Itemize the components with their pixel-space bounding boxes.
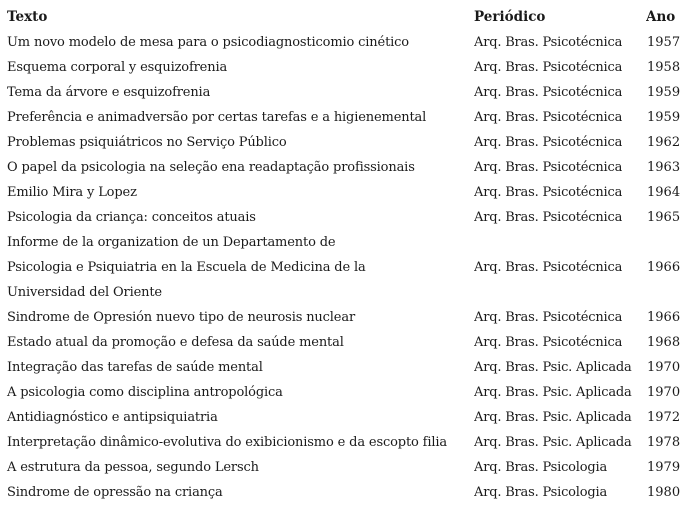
cell-periodico: Arq. Bras. Psic. Aplicada xyxy=(474,435,632,450)
cell-texto: Um novo modelo de mesa para o psicodiagnosticomio cinético xyxy=(7,35,409,50)
cell-ano: 1962 xyxy=(647,135,681,150)
table-row xyxy=(0,30,691,55)
cell-texto: Esquema corporal y esquizofrenia xyxy=(7,60,228,75)
table-row xyxy=(0,80,691,105)
table-row xyxy=(0,280,691,305)
table-row xyxy=(0,205,691,230)
cell-texto: Sindrome de opressão na criança xyxy=(7,485,223,500)
cell-ano: 1980 xyxy=(647,485,681,500)
cell-texto: Psicologia e Psiquiatria en la Escuela de Medicina de la xyxy=(7,260,366,275)
cell-periodico xyxy=(474,230,646,255)
cell-texto: Tema da árvore e esquizofrenia xyxy=(7,85,211,100)
table-row xyxy=(0,105,691,130)
header-periodico: Periódico xyxy=(474,9,546,25)
cell-ano: 1968 xyxy=(647,335,681,350)
cell-periodico: Arq. Bras. Psicotécnica xyxy=(474,85,623,100)
cell-periodico: Arq. Bras. Psicotécnica xyxy=(474,210,623,225)
table-row xyxy=(0,55,691,80)
cell-texto: A estrutura da pessoa, segundo Lersch xyxy=(7,460,259,475)
cell-ano: 1970 xyxy=(647,360,681,375)
cell-periodico: Arq. Bras. Psic. Aplicada xyxy=(474,360,632,375)
cell-periodico: Arq. Bras. Psicotécnica xyxy=(474,35,623,50)
cell-ano: 1970 xyxy=(647,385,681,400)
cell-texto: Interpretação dinâmico-evolutiva do exibicionismo e da escopto filia xyxy=(7,435,447,450)
table-row xyxy=(0,405,691,430)
cell-ano: 1963 xyxy=(647,160,681,175)
cell-periodico: Arq. Bras. Psic. Aplicada xyxy=(474,385,632,400)
cell-periodico: Arq. Bras. Psicotécnica xyxy=(474,135,623,150)
cell-periodico: Arq. Bras. Psicotécnica xyxy=(474,60,623,75)
publications-table xyxy=(0,5,691,505)
cell-texto: Universidad del Oriente xyxy=(7,285,162,300)
cell-ano: 1958 xyxy=(647,60,681,75)
cell-texto: Informe de la organization de un Departamento de xyxy=(7,235,336,250)
cell-texto: Estado atual da promoção e defesa da saúde mental xyxy=(7,335,344,350)
cell-texto: A psicologia como disciplina antropológica xyxy=(7,385,283,400)
cell-texto: Psicologia da criança: conceitos atuais xyxy=(7,210,256,225)
cell-periodico: Arq. Bras. Psic. Aplicada xyxy=(474,410,632,425)
table-row xyxy=(0,330,691,355)
cell-ano: 1979 xyxy=(647,460,681,475)
cell-periodico: Arq. Bras. Psicotécnica xyxy=(474,160,623,175)
table-header-row xyxy=(0,5,691,30)
cell-ano xyxy=(646,280,691,305)
table-row xyxy=(0,480,691,505)
cell-texto: Preferência e animadversão por certas tarefas e a higienemental xyxy=(7,110,427,125)
cell-periodico: Arq. Bras. Psicologia xyxy=(474,460,607,475)
cell-ano: 1966 xyxy=(647,310,681,325)
cell-texto: Antidiagnóstico e antipsiquiatria xyxy=(7,410,218,425)
cell-periodico xyxy=(474,280,646,305)
cell-ano: 1959 xyxy=(647,110,681,125)
table-row xyxy=(0,255,691,280)
cell-periodico: Arq. Bras. Psicologia xyxy=(474,485,607,500)
table-row xyxy=(0,155,691,180)
table-row xyxy=(0,230,691,255)
cell-periodico: Arq. Bras. Psicotécnica xyxy=(474,310,623,325)
cell-ano: 1959 xyxy=(647,85,681,100)
cell-ano: 1965 xyxy=(647,210,681,225)
table-row xyxy=(0,130,691,155)
table-row xyxy=(0,380,691,405)
cell-ano: 1957 xyxy=(647,35,681,50)
cell-texto: Emilio Mira y Lopez xyxy=(7,185,137,200)
cell-ano: 1972 xyxy=(647,410,681,425)
header-texto: Texto xyxy=(7,9,48,25)
cell-periodico: Arq. Bras. Psicotécnica xyxy=(474,335,623,350)
cell-ano: 1978 xyxy=(647,435,681,450)
header-ano: Ano xyxy=(646,9,676,25)
cell-ano: 1966 xyxy=(647,260,681,275)
cell-ano: 1964 xyxy=(647,185,681,200)
cell-texto: Sindrome de Opresión nuevo tipo de neurosis nuclear xyxy=(7,310,356,325)
table-row xyxy=(0,455,691,480)
table-body xyxy=(0,30,691,505)
cell-periodico: Arq. Bras. Psicotécnica xyxy=(474,185,623,200)
cell-texto: O papel da psicologia na seleção ena readaptação profissionais xyxy=(7,160,415,175)
cell-texto: Integração das tarefas de saúde mental xyxy=(7,360,263,375)
table-row xyxy=(0,430,691,455)
table-row xyxy=(0,305,691,330)
cell-periodico: Arq. Bras. Psicotécnica xyxy=(474,110,623,125)
cell-ano xyxy=(646,230,691,255)
table-row xyxy=(0,355,691,380)
table-row xyxy=(0,180,691,205)
cell-texto: Problemas psiquiátricos no Serviço Público xyxy=(7,135,287,150)
cell-periodico: Arq. Bras. Psicotécnica xyxy=(474,260,623,275)
